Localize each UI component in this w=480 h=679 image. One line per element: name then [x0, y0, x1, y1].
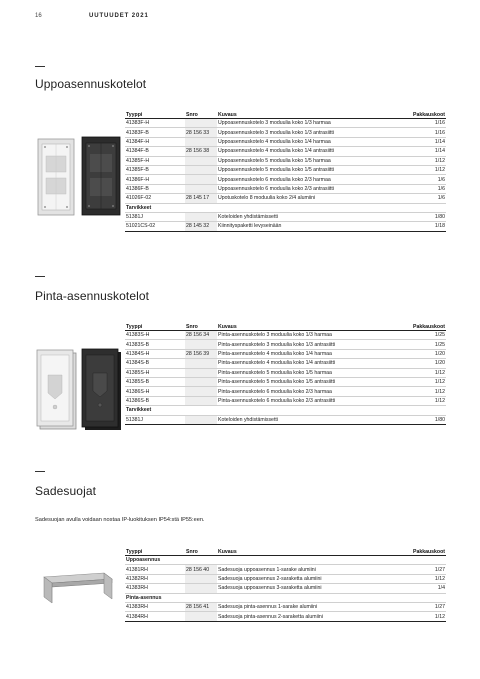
flush-boxes-table	[125, 111, 446, 232]
table-row	[125, 387, 446, 396]
column-header-type: Tyyppi	[125, 323, 185, 331]
cell-snro	[185, 340, 217, 349]
cell-desc: Uppoasennuskotelo 6 moduulia koko 2/3 antrasiitti	[217, 184, 388, 193]
cell-type: 41381RH	[125, 565, 185, 574]
table-row	[125, 340, 446, 349]
rain-covers-table	[125, 548, 446, 622]
cell-pack: 1/12	[388, 368, 446, 377]
flush-enclosure-image	[34, 134, 126, 220]
rain-cover-image	[38, 569, 118, 609]
cell-snro	[185, 212, 217, 221]
page-number: 16	[35, 13, 42, 19]
cell-desc: Koteloiden yhdistämissetti	[217, 415, 388, 424]
table-row	[125, 165, 446, 174]
table-row	[125, 602, 446, 611]
cell-pack: 1/12	[388, 612, 446, 621]
cell-snro: 28 156 41	[185, 602, 217, 611]
cell-snro	[185, 156, 217, 165]
cell-type: 41385F-H	[125, 156, 185, 165]
cell-desc: Pinta-asennuskotelo 5 moduulia koko 1/5 harmaa	[217, 368, 388, 377]
table-row	[125, 222, 446, 231]
column-header-type: Tyyppi	[125, 111, 185, 119]
cell-pack: 1/12	[388, 156, 446, 165]
cell-desc: Uppoasennuskotelo 3 moduulia koko 1/3 harmaa	[217, 119, 388, 128]
cell-desc: Uppoasennuskotelo 4 moduulia koko 1/4 harmaa	[217, 137, 388, 146]
cell-desc: Pinta-asennuskotelo 6 moduulia koko 2/3 antrasiitti	[217, 396, 388, 405]
cell-snro	[185, 377, 217, 386]
table-row	[125, 137, 446, 146]
table-row	[125, 368, 446, 377]
group-label-surface: Pinta-asennus	[125, 593, 446, 602]
cell-snro	[185, 612, 217, 621]
cell-pack: 1/25	[388, 340, 446, 349]
cell-type: 41385F-B	[125, 165, 185, 174]
cell-snro	[185, 396, 217, 405]
table-row	[125, 565, 446, 574]
cell-snro	[185, 137, 217, 146]
section-intro-text: Sadesuojan avulla voidaan nostaa IP-luokituksen IP54:stä IP55:een.	[35, 517, 205, 523]
table-row	[125, 212, 446, 221]
section-title-surface-boxes: Pinta-asennuskotelot	[35, 289, 150, 303]
table-header-row	[125, 111, 446, 119]
cell-snro	[185, 165, 217, 174]
cell-pack: 1/12	[388, 165, 446, 174]
column-header-pack: Pakkauskoot	[388, 111, 446, 119]
cell-type: 51021CS-02	[125, 222, 185, 231]
column-header-desc: Kuvaus	[217, 548, 388, 556]
table-row	[125, 415, 446, 424]
cell-pack: 1/6	[388, 175, 446, 184]
cell-snro	[185, 359, 217, 368]
cell-type: 41383S-B	[125, 340, 185, 349]
cell-type: 41384F-B	[125, 147, 185, 156]
cell-type: 51381J	[125, 415, 185, 424]
cell-pack: 1/12	[388, 387, 446, 396]
cell-snro	[185, 184, 217, 193]
table-row	[125, 194, 446, 203]
column-header-pack: Pakkauskoot	[388, 548, 446, 556]
table-row	[125, 147, 446, 156]
cell-snro	[185, 415, 217, 424]
group-label-flush: Uppoasennus	[125, 556, 446, 565]
header-title: UUTUUDET 2021	[89, 13, 149, 19]
cell-type: 41386F-H	[125, 175, 185, 184]
cell-snro: 28 156 39	[185, 349, 217, 358]
cell-desc: Sadesuoja uppoasennus 3-saraketta alumiini	[217, 584, 388, 593]
section-title-flush-boxes: Uppoasennuskotelot	[35, 77, 147, 91]
table-row	[125, 331, 446, 340]
cell-type: 41026F-02	[125, 194, 185, 203]
cell-pack: 1/12	[388, 396, 446, 405]
cell-pack: 1/14	[388, 147, 446, 156]
table-row	[125, 128, 446, 137]
cell-type: 41386S-B	[125, 396, 185, 405]
surface-enclosure-image	[34, 347, 126, 433]
cell-type: 41384S-B	[125, 359, 185, 368]
column-header-snro: Snro	[185, 323, 217, 331]
cell-desc: Uppoasennuskotelo 5 moduulia koko 1/5 antrasiitti	[217, 165, 388, 174]
cell-type: 41385S-B	[125, 377, 185, 386]
table-header-row	[125, 323, 446, 331]
cell-desc: Uppoasennuskotelo 5 moduulia koko 1/5 harmaa	[217, 156, 388, 165]
cell-type: 41384F-H	[125, 137, 185, 146]
cell-type: 51381J	[125, 212, 185, 221]
cell-pack: 1/25	[388, 331, 446, 340]
table-row	[125, 184, 446, 193]
table-subheader-row	[125, 593, 446, 602]
table-row	[125, 175, 446, 184]
table-row	[125, 359, 446, 368]
table-row	[125, 574, 446, 583]
cell-pack: 1/12	[388, 574, 446, 583]
cell-desc: Pinta-asennuskotelo 4 moduulia koko 1/4 antrasiitti	[217, 359, 388, 368]
table-row	[125, 612, 446, 621]
cell-snro	[185, 368, 217, 377]
table-subheader-row	[125, 556, 446, 565]
cell-snro	[185, 119, 217, 128]
cell-desc: Pinta-asennuskotelo 3 moduulia koko 1/3 harmaa	[217, 331, 388, 340]
cell-desc: Pinta-asennuskotelo 4 moduulia koko 1/4 harmaa	[217, 349, 388, 358]
table-row	[125, 396, 446, 405]
cell-pack: 1/80	[388, 212, 446, 221]
cell-snro	[185, 387, 217, 396]
table-row	[125, 584, 446, 593]
table-row	[125, 377, 446, 386]
cell-pack: 1/27	[388, 565, 446, 574]
cell-desc: Uppoasennuskotelo 4 moduulia koko 1/4 antrasiitti	[217, 147, 388, 156]
cell-type: 41385S-H	[125, 368, 185, 377]
cell-desc: Uppoasennuskotelo 3 moduulia koko 1/3 antrasiitti	[217, 128, 388, 137]
table-subheader-row	[125, 203, 446, 212]
cell-snro: 28 145 32	[185, 222, 217, 231]
cell-snro: 28 145 17	[185, 194, 217, 203]
table-row	[125, 119, 446, 128]
cell-pack: 1/20	[388, 349, 446, 358]
cell-type: 41384S-H	[125, 349, 185, 358]
cell-snro	[185, 584, 217, 593]
cell-snro: 28 156 33	[185, 128, 217, 137]
cell-snro	[185, 175, 217, 184]
cell-desc: Sadesuoja pinta-asennus 2-saraketta alumiini	[217, 612, 388, 621]
surface-boxes-table	[125, 323, 446, 425]
cell-desc: Pinta-asennuskotelo 5 moduulia koko 1/5 antrasiitti	[217, 377, 388, 386]
cell-snro: 28 156 38	[185, 147, 217, 156]
column-header-snro: Snro	[185, 548, 217, 556]
column-header-desc: Kuvaus	[217, 111, 388, 119]
cell-desc: Uppoasennuskotelo 6 moduulia koko 2/3 harmaa	[217, 175, 388, 184]
cell-desc: Kiinnityspaketti levyseinään	[217, 222, 388, 231]
cell-pack: 1/80	[388, 415, 446, 424]
section-divider	[35, 471, 45, 472]
cell-pack: 1/16	[388, 119, 446, 128]
column-header-pack: Pakkauskoot	[388, 323, 446, 331]
table-header-row	[125, 548, 446, 556]
accessories-label: Tarvikkeet	[125, 406, 446, 415]
cell-desc: Pinta-asennuskotelo 3 moduulia koko 1/3 antrasiitti	[217, 340, 388, 349]
cell-type: 41383F-B	[125, 128, 185, 137]
cell-type: 41384RH	[125, 612, 185, 621]
accessories-label: Tarvikkeet	[125, 203, 446, 212]
cell-pack: 1/16	[388, 128, 446, 137]
page-header	[35, 13, 149, 19]
cell-desc: Upotuskotelo 8 moduulia koko 2/4 alumiini	[217, 194, 388, 203]
section-divider	[35, 66, 45, 67]
cell-pack: 1/27	[388, 602, 446, 611]
cell-pack: 1/20	[388, 359, 446, 368]
cell-snro: 28 156 34	[185, 331, 217, 340]
column-header-desc: Kuvaus	[217, 323, 388, 331]
section-title-rain-covers: Sadesuojat	[35, 484, 97, 498]
column-header-type: Tyyppi	[125, 548, 185, 556]
table-row	[125, 349, 446, 358]
cell-desc: Pinta-asennuskotelo 6 moduulia koko 2/3 harmaa	[217, 387, 388, 396]
cell-desc: Sadesuoja uppoasennus 1-sarake alumiini	[217, 565, 388, 574]
cell-type: 41386S-H	[125, 387, 185, 396]
cell-snro: 28 156 40	[185, 565, 217, 574]
table-subheader-row	[125, 406, 446, 415]
table-row	[125, 156, 446, 165]
cell-snro	[185, 574, 217, 583]
cell-desc: Sadesuoja uppoasennus 2-saraketta alumiini	[217, 574, 388, 583]
cell-pack: 1/12	[388, 377, 446, 386]
cell-type: 41383F-H	[125, 119, 185, 128]
cell-pack: 1/4	[388, 584, 446, 593]
column-header-snro: Snro	[185, 111, 217, 119]
cell-type: 41383S-H	[125, 331, 185, 340]
cell-type: 41383RH	[125, 602, 185, 611]
cell-pack: 1/6	[388, 194, 446, 203]
cell-type: 41386F-B	[125, 184, 185, 193]
cell-desc: Sadesuoja pinta-asennus 1-sarake alumiini	[217, 602, 388, 611]
section-divider	[35, 276, 45, 277]
cell-pack: 1/18	[388, 222, 446, 231]
cell-pack: 1/6	[388, 184, 446, 193]
cell-type: 41383RH	[125, 584, 185, 593]
cell-pack: 1/14	[388, 137, 446, 146]
cell-type: 41382RH	[125, 574, 185, 583]
cell-desc: Koteloiden yhdistämissetti	[217, 212, 388, 221]
